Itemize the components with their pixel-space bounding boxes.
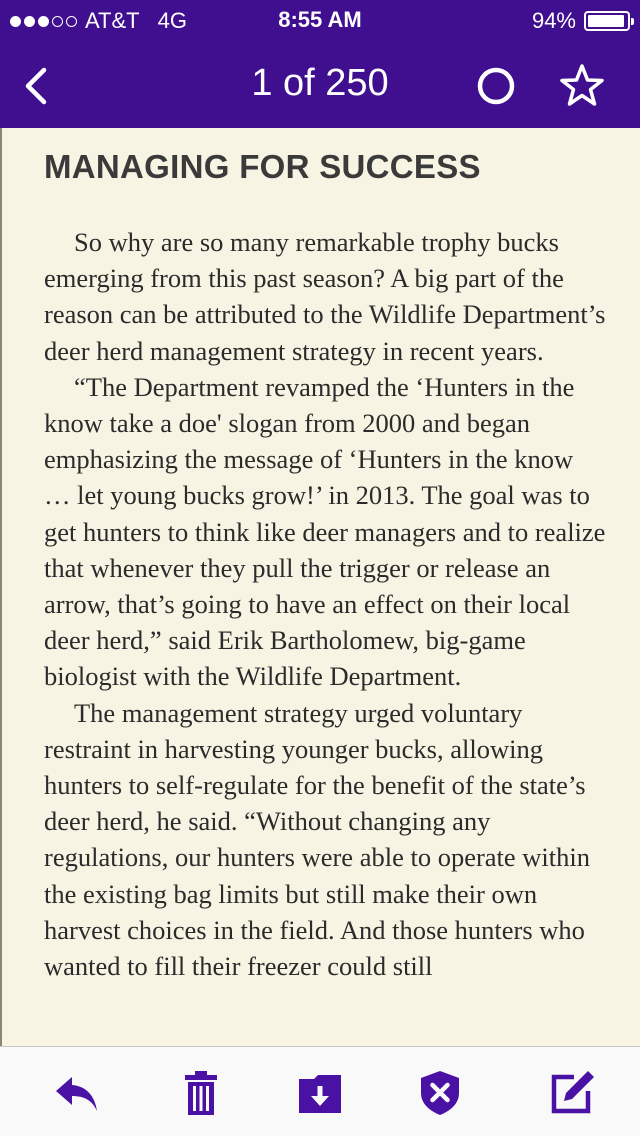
battery-fill bbox=[588, 15, 624, 27]
bottom-toolbar bbox=[0, 1046, 640, 1136]
paragraph: So why are so many remarkable trophy bucks emerging from this past season? A big part of the reason can be attributed to the Wildlife Department’s deer herd management strategy in recent years. bbox=[44, 227, 606, 366]
mark-unread-button[interactable] bbox=[472, 62, 520, 110]
star-icon bbox=[558, 62, 606, 110]
folder-download-icon bbox=[296, 1069, 344, 1117]
network-type: 4G bbox=[157, 8, 187, 33]
paragraph: “The Department revamped the ‘Hunters in the know take a doe' slogan from 2000 and began emphasizing the message of ‘Hunters in the know … let young bucks grow!’ in 2013. The goal was to get hunters to think like deer managers and to realize that whenever they pull the trigger or release an arrow, that’s going to have an effect on their local deer herd,” said Erik Bartholomew, big-game biologist with the Wildlife Department. bbox=[44, 371, 606, 692]
status-right bbox=[532, 8, 630, 34]
battery-percent: 94% bbox=[531, 8, 576, 33]
status-time: 8:55 AM bbox=[278, 7, 362, 32]
flag-star-button[interactable] bbox=[558, 62, 606, 110]
article-text bbox=[44, 224, 606, 984]
status-bar bbox=[0, 0, 640, 40]
spam-button[interactable] bbox=[416, 1069, 464, 1117]
carrier-name: AT&T bbox=[85, 8, 140, 33]
move-to-folder-button[interactable] bbox=[296, 1069, 344, 1117]
compose-icon bbox=[548, 1069, 596, 1117]
paragraph: The management strategy urged voluntary restraint in harvesting younger bucks, allowing hunters to self-regulate for the benefit of the state’s deer herd, he said. “Without changing any regulations, our hunters were able to operate within the existing bag limits but still make their own harvest choices in the field. And those hunters who wanted to fill their freezer could still bbox=[44, 697, 591, 982]
message-position: 1 of 250 bbox=[251, 62, 389, 104]
nav-bar bbox=[0, 40, 640, 128]
circle-icon bbox=[472, 62, 520, 110]
message-body[interactable] bbox=[0, 128, 640, 1046]
trash-button[interactable] bbox=[177, 1069, 225, 1117]
battery-icon bbox=[584, 11, 630, 31]
reply-button[interactable] bbox=[52, 1069, 100, 1117]
trash-icon bbox=[177, 1069, 225, 1117]
compose-button[interactable] bbox=[548, 1069, 596, 1117]
reply-icon bbox=[52, 1069, 100, 1117]
shield-x-icon bbox=[416, 1069, 464, 1117]
article-heading: MANAGING FOR SUCCESS bbox=[44, 148, 481, 185]
